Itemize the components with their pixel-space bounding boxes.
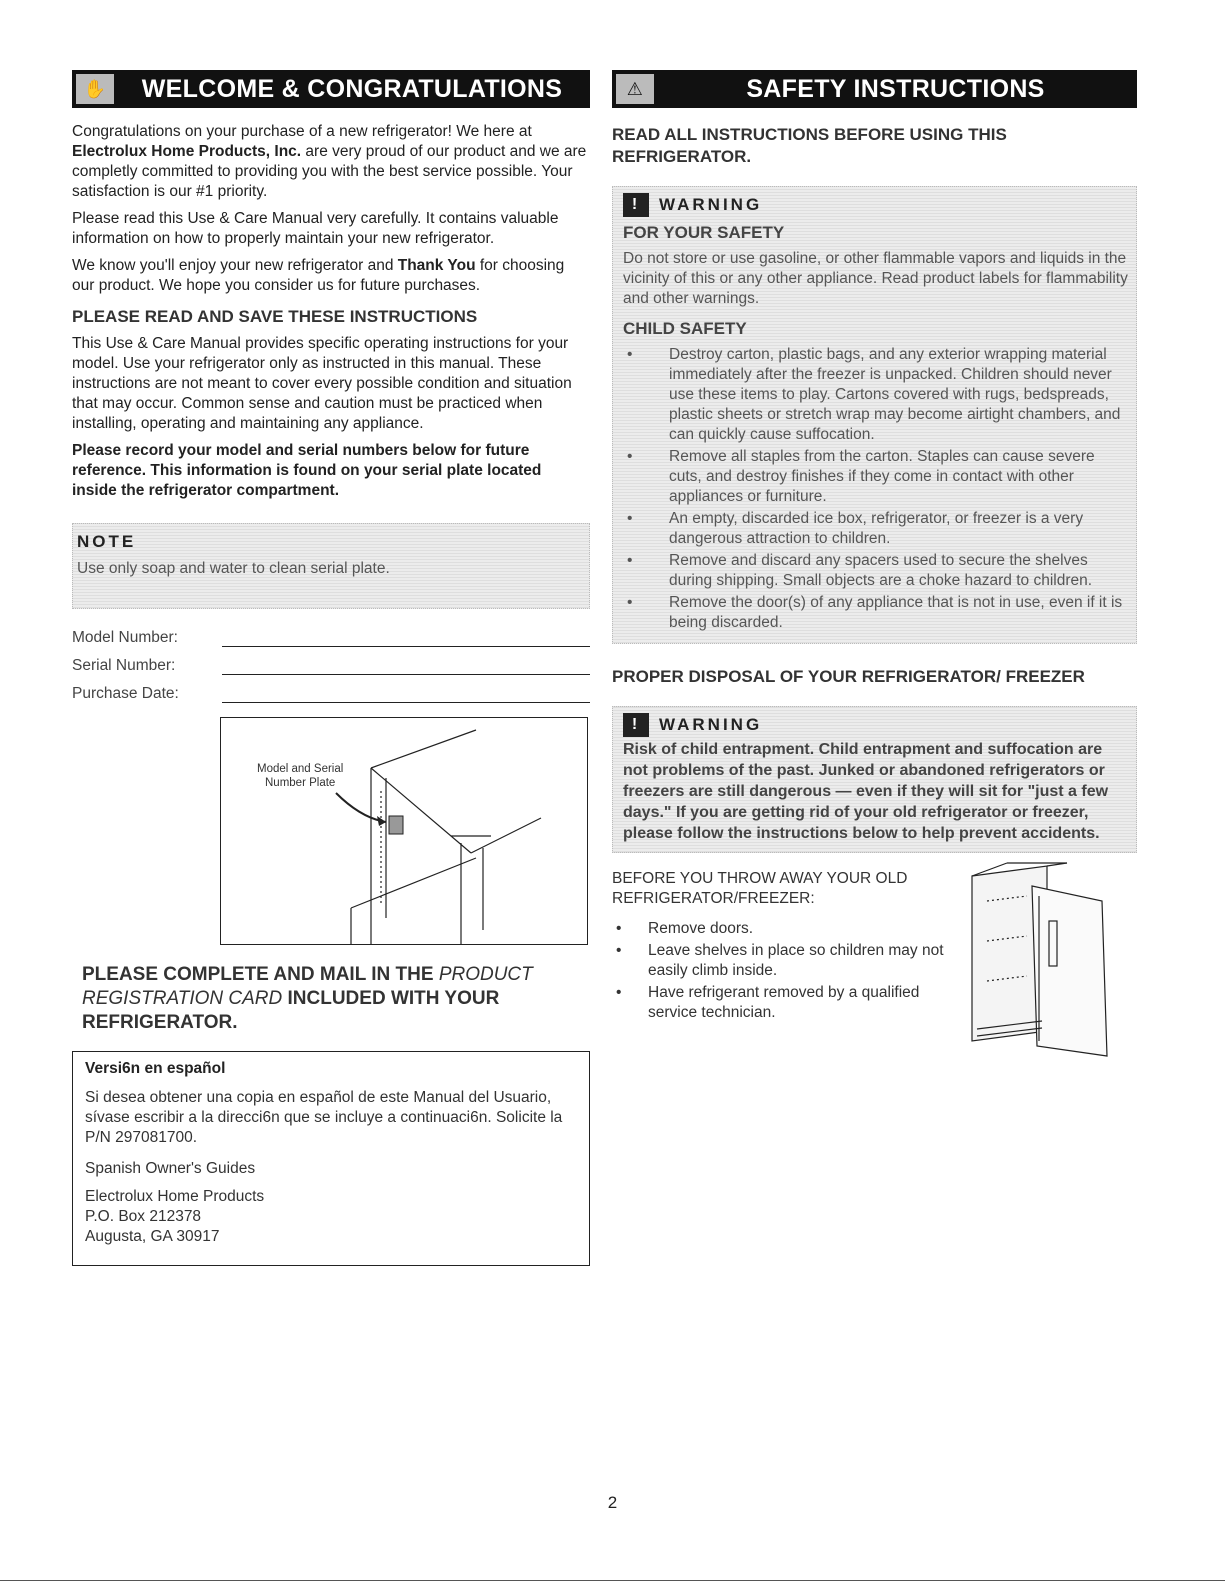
disposal-heading: PROPER DISPOSAL OF YOUR REFRIGERATOR/ FREEZER <box>612 667 1085 686</box>
list-item: • Destroy carton, plastic bags, and any exterior wrapping material immediately after the freezer is unpacked. Children should never use these items to play. Cartons covered with rugs, bedspreads, plastic sheets or stretch wrap may become airtight chambers, and can quickly cause suffocation. <box>623 345 1128 445</box>
purchase-date-line[interactable] <box>222 688 590 703</box>
warning-triangle-icon: ⚠ <box>616 74 654 104</box>
save-paragraph-1: This Use & Care Manual provides specific operating instructions for your model. Use your refrigerator only as instructed in this manual. These instructions are not meant to cover every possible condition and situation that may occur. Common sense and caution must be practiced when installing, operating and maintaining any appliance. <box>72 335 572 432</box>
safety-banner-title: SAFETY INSTRUCTIONS <box>746 74 1045 103</box>
entrapment-warning-box <box>612 706 1137 853</box>
address-line-2: Electrolux Home Products <box>85 1188 265 1205</box>
list-item: • An empty, discarded ice box, refrigerator, or freezer is a very dangerous attraction to children. <box>623 509 1128 549</box>
serial-number-field[interactable] <box>72 657 590 675</box>
child-safety-list <box>623 345 1128 633</box>
model-number-field[interactable] <box>72 629 590 647</box>
address-line-4: Augusta, GA 30917 <box>85 1228 220 1245</box>
before-throw-away-text: BEFORE YOU THROW AWAY YOUR OLD REFRIGERATOR/FREEZER: <box>612 870 908 907</box>
note-text: Use only soap and water to clean serial plate. <box>77 560 390 577</box>
bottom-rule <box>0 1580 1225 1581</box>
child-safety-subhead: CHILD SAFETY <box>623 319 747 338</box>
list-item: • Remove all staples from the carton. Staples can cause severe cuts, and destroy finishes if they come in contact with other appliances or furniture. <box>623 447 1128 507</box>
refrigerator-interior-drawing <box>221 718 587 944</box>
child-safety-warning-box <box>612 186 1137 644</box>
for-your-safety-subhead: FOR YOUR SAFETY <box>623 223 785 242</box>
warning-icon: ! <box>623 193 649 217</box>
page-number: 2 <box>607 1493 618 1512</box>
model-number-label: Model Number: <box>72 629 178 646</box>
safety-banner <box>612 70 1137 108</box>
list-item: • Remove and discard any spacers used to secure the shelves during shipping. Small objects are a choke hazard to children. <box>623 551 1128 591</box>
list-item: • Remove doors. <box>612 919 957 939</box>
serial-number-label: Serial Number: <box>72 657 176 674</box>
welcome-banner <box>72 70 590 108</box>
intro-paragraph-1: Congratulations on your purchase of a new refrigerator! We here at Electrolux Home Products, Inc. are very proud of our product and we are completly committed to providing you with the best service possible. Your satisfaction is our #1 priority. <box>72 123 587 200</box>
warning-icon: ! <box>623 713 649 737</box>
save-instructions-heading: PLEASE READ AND SAVE THESE INSTRUCTIONS <box>72 307 478 326</box>
serial-number-line[interactable] <box>222 660 590 675</box>
intro-paragraph-2: Please read this Use & Care Manual very carefully. It contains valuable information on how to properly maintain your new refrigerator. <box>72 210 559 247</box>
right-column <box>612 70 1137 1025</box>
handshake-icon: ✋ <box>76 74 114 104</box>
list-item: • Have refrigerant removed by a qualified service technician. <box>612 983 957 1023</box>
list-item: • Leave shelves in place so children may not easily climb inside. <box>612 941 957 981</box>
serial-plate-diagram <box>220 717 588 945</box>
entrapment-warning-text: Risk of child entrapment. Child entrapment and suffocation are not problems of the past. Junked or abandoned refrigerators or freezers are still dangerous — even if they will sit for "just a few days." If you are getting rid of your old refrigerator or freezer, please follow the instructions below to help prevent accidents. <box>623 741 1109 842</box>
list-item: • Remove the door(s) of any appliance that is not in use, even if it is being discarded. <box>623 593 1128 633</box>
diagram-label: Model and Serial Number Plate <box>257 763 344 789</box>
address-line-1: Spanish Owner's Guides <box>85 1160 256 1177</box>
save-paragraph-2: Please record your model and serial numbers below for future reference. This information is found on your serial plate located inside the refrigerator compartment. <box>72 442 542 499</box>
spanish-paragraph: Si desea obtener una copia en español de este Manual del Usuario, sívase escribir a la direcci6n que se incluye a continuaci6n. Solicite la P/N 297081700. <box>85 1089 563 1146</box>
left-column <box>72 70 590 1266</box>
note-title: NOTE <box>77 532 137 551</box>
warning-header: ! WARNING <box>623 193 1128 217</box>
disposal-section <box>612 869 1137 1023</box>
purchase-date-field[interactable] <box>72 685 590 703</box>
address-line-3: P.O. Box 212378 <box>85 1208 202 1225</box>
read-instructions-heading: READ ALL INSTRUCTIONS BEFORE USING THIS REFRIGERATOR. <box>612 125 1007 166</box>
for-your-safety-text: Do not store or use gasoline, or other flammable vapors and liquids in the vicinity of this or any other appliance. Read product labels for flammability and other warnings. <box>623 250 1128 307</box>
intro-paragraph-3: We know you'll enjoy your new refrigerator and Thank You for choosing our product. We hope you consider us for future purchases. <box>72 257 565 294</box>
welcome-banner-title: WELCOME & CONGRATULATIONS <box>141 74 563 103</box>
registration-heading: PLEASE COMPLETE AND MAIL IN THE PRODUCT REGISTRATION CARD INCLUDED WITH YOUR REFRIGERATOR. <box>82 964 533 1033</box>
note-box <box>72 523 590 609</box>
model-number-line[interactable] <box>222 632 590 647</box>
spanish-title: Versi6n en español <box>85 1060 226 1077</box>
spanish-version-box <box>72 1051 590 1266</box>
open-refrigerator-drawing <box>967 861 1127 1061</box>
disposal-steps-list <box>612 919 957 1023</box>
warning-header: ! WARNING <box>623 713 1128 737</box>
purchase-date-label: Purchase Date: <box>72 685 179 702</box>
